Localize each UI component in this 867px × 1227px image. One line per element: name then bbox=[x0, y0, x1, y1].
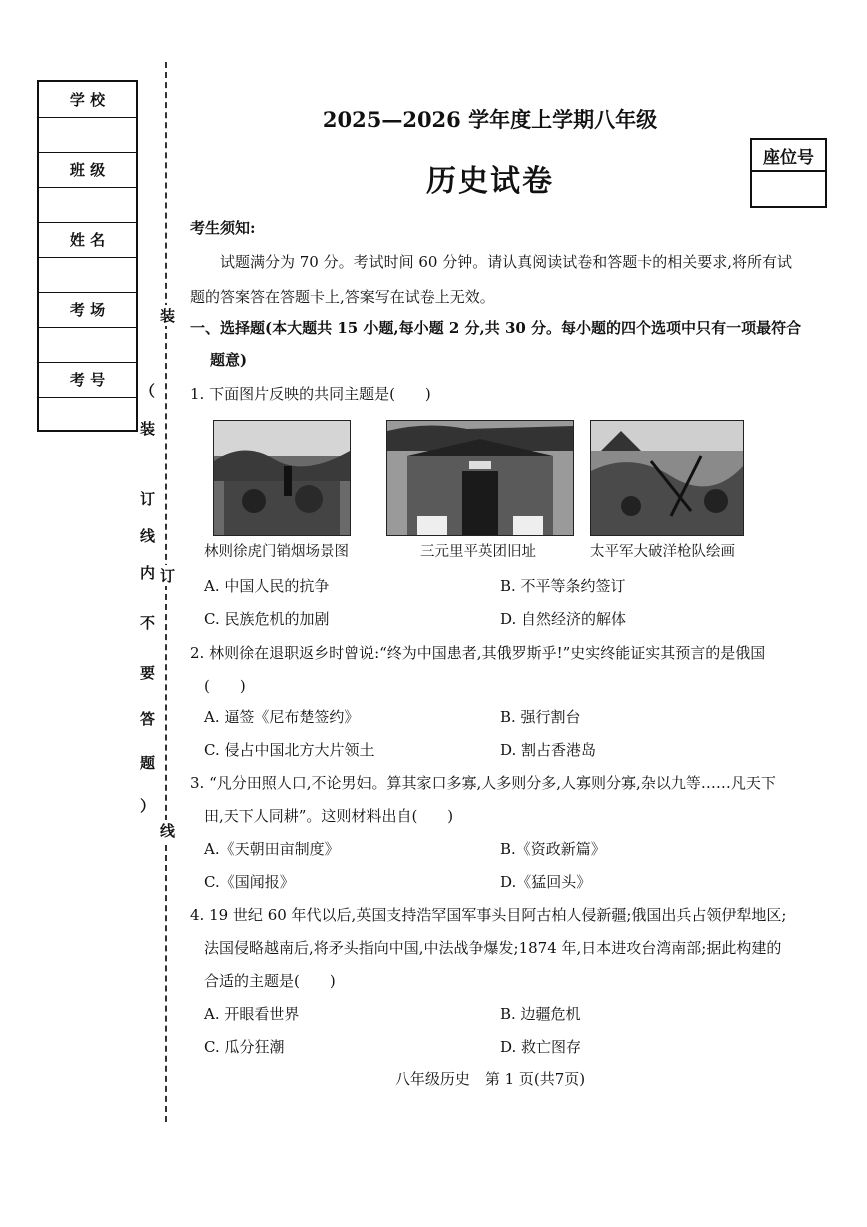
binding-cut-line bbox=[165, 62, 167, 1122]
opium-burning-image bbox=[214, 421, 350, 535]
notice-char: 不 bbox=[140, 614, 156, 632]
q3-option-c[interactable]: C.《国闻报》 bbox=[204, 873, 295, 891]
caption-3: 太平军大破洋枪队绘画 bbox=[590, 544, 735, 560]
notice-char: 答 bbox=[140, 710, 156, 728]
notice-char: 内 bbox=[140, 564, 156, 582]
caption-2: 三元里平英团旧址 bbox=[420, 544, 536, 560]
binding-char-mid: 订 bbox=[160, 567, 176, 585]
photo-opium-burning bbox=[213, 420, 351, 536]
q1-option-d[interactable]: D. 自然经济的解体 bbox=[500, 610, 627, 628]
notice-char: 要 bbox=[140, 664, 156, 682]
q4-option-b[interactable]: B. 边疆危机 bbox=[500, 1005, 581, 1023]
notice-char: （ bbox=[140, 382, 156, 400]
photo-sanyuanli bbox=[386, 420, 574, 536]
question-2-stem: 2. 林则徐在退职返乡时曾说:“终为中国患者,其俄罗斯乎!”史实终能证实其预言的是俄国 bbox=[190, 644, 766, 662]
exam-number-label: 考 号 bbox=[39, 362, 136, 398]
exam-number-field[interactable] bbox=[39, 397, 136, 432]
sanyuanli-image bbox=[387, 421, 573, 535]
page-footer: 八年级历史 第 1 页(共7页) bbox=[394, 1070, 586, 1088]
class-field[interactable] bbox=[39, 187, 136, 223]
q1-option-c[interactable]: C. 民族危机的加剧 bbox=[204, 610, 330, 628]
instructions-line1: 试题满分为 70 分。考试时间 60 分钟。请认真阅读试卷和答题卡的相关要求,将所有试 bbox=[220, 253, 793, 271]
q2-option-b[interactable]: B. 强行割台 bbox=[500, 708, 581, 726]
instructions-line2: 题的答案答在答题卡上,答案写在试卷上无效。 bbox=[190, 288, 495, 306]
instructions-heading: 考生须知: bbox=[190, 219, 256, 237]
question-1-stem: 1. 下面图片反映的共同主题是( ) bbox=[190, 385, 431, 403]
q2-option-d[interactable]: D. 割占香港岛 bbox=[500, 741, 597, 759]
notice-char: 题 bbox=[140, 754, 156, 772]
school-field[interactable] bbox=[39, 117, 136, 153]
section-heading-cont: 题意) bbox=[210, 351, 248, 369]
exam-room-label: 考 场 bbox=[39, 292, 136, 328]
q3-option-a[interactable]: A.《天朝田亩制度》 bbox=[204, 840, 340, 858]
notice-char: ） bbox=[140, 797, 156, 815]
section-heading: 一、选择题(本大题共 15 小题,每小题 2 分,共 30 分。每小题的四个选项中只有一项最符合 bbox=[190, 319, 802, 337]
caption-1: 林则徐虎门销烟场景图 bbox=[204, 544, 349, 560]
question-4-stem-cont: 法国侵略越南后,将矛头指向中国,中法战争爆发;1874 年,日本进攻台湾南部;据此构建的 bbox=[204, 939, 782, 957]
class-label: 班 级 bbox=[39, 152, 136, 188]
binding-char-bottom: 线 bbox=[160, 822, 176, 840]
binding-char-top: 装 bbox=[160, 307, 176, 325]
notice-char: 订 bbox=[140, 490, 156, 508]
q4-option-d[interactable]: D. 救亡图存 bbox=[500, 1038, 582, 1056]
exam-title: 2025—2026 学年度上学期八年级 bbox=[322, 107, 658, 132]
q2-option-c[interactable]: C. 侵占中国北方大片领土 bbox=[204, 741, 375, 759]
notice-char: 线 bbox=[140, 527, 156, 545]
q1-option-a[interactable]: A. 中国人民的抗争 bbox=[204, 577, 330, 595]
school-label: 学 校 bbox=[39, 82, 136, 118]
question-2-stem-cont: ( ) bbox=[204, 677, 246, 695]
notice-char: 装 bbox=[140, 420, 156, 438]
student-info-table bbox=[37, 80, 138, 432]
q2-option-a[interactable]: A. 逼签《尼布楚签约》 bbox=[204, 708, 360, 726]
exam-room-field[interactable] bbox=[39, 327, 136, 363]
question-3-stem-cont: 田,天下人同耕”。这则材料出自( ) bbox=[204, 807, 454, 825]
q1-option-b[interactable]: B. 不平等条约签订 bbox=[500, 577, 626, 595]
taiping-battle-image bbox=[591, 421, 743, 535]
question-3-stem: 3. “凡分田照人口,不论男妇。算其家口多寡,人多则分多,人寡则分寡,杂以九等……凡天下 bbox=[190, 774, 776, 792]
seat-number-label: 座位号 bbox=[752, 140, 825, 172]
q4-option-c[interactable]: C. 瓜分狂潮 bbox=[204, 1038, 285, 1056]
exam-subject: 历史试卷 bbox=[426, 164, 554, 199]
q3-option-b[interactable]: B.《资政新篇》 bbox=[500, 840, 606, 858]
q4-option-a[interactable]: A. 开眼看世界 bbox=[204, 1005, 300, 1023]
question-4-stem-cont2: 合适的主题是( ) bbox=[204, 972, 336, 990]
photo-taiping-battle bbox=[590, 420, 744, 536]
name-field[interactable] bbox=[39, 257, 136, 293]
q3-option-d[interactable]: D.《猛回头》 bbox=[500, 873, 592, 891]
question-4-stem: 4. 19 世纪 60 年代以后,英国支持浩罕国军事头目阿古柏人侵新疆;俄国出兵占领伊犁地区; bbox=[190, 906, 787, 924]
name-label: 姓 名 bbox=[39, 222, 136, 258]
